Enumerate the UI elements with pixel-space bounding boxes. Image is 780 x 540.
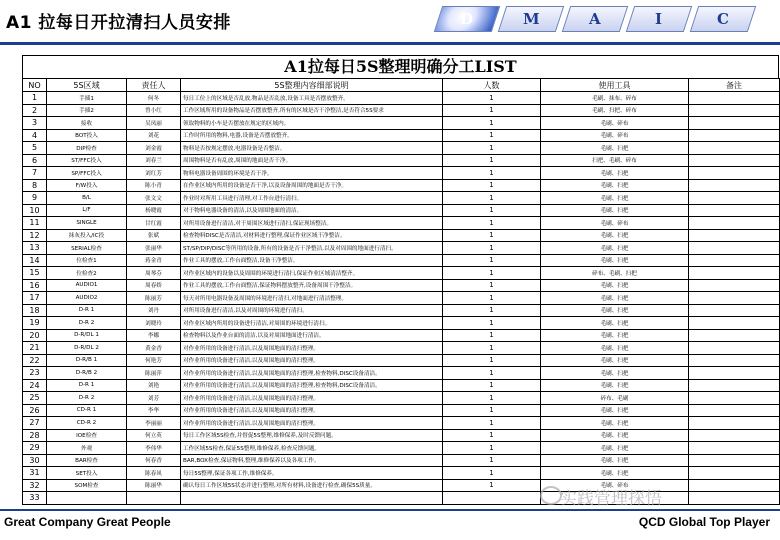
cell-tool: 毛刷、抹布、碎布	[541, 92, 689, 105]
table-row	[23, 342, 780, 355]
cell-area: BAR检查	[47, 454, 127, 467]
cell-count: 1	[443, 429, 541, 442]
cell-tool: 毛刷、扫把	[541, 279, 689, 292]
cell-tool: 毛刷、碎布	[541, 479, 689, 492]
table-row	[23, 129, 780, 142]
table-row	[23, 492, 780, 505]
cell-count: 1	[443, 267, 541, 280]
cell-note	[689, 479, 780, 492]
dmaic-a	[562, 6, 628, 32]
cell-person: 刘芳	[127, 392, 181, 405]
table-row	[23, 217, 780, 230]
cell-tool: 毛刷、扫把	[541, 229, 689, 242]
cell-count: 1	[443, 92, 541, 105]
cell-no: 16	[23, 279, 47, 292]
table-body	[23, 92, 780, 505]
col-header-area: 5S区域	[47, 79, 127, 92]
col-header-person: 责任人	[127, 79, 181, 92]
document-title: A1拉每日5S整理明确分工LIST	[22, 55, 779, 78]
cell-tool: 毛刷、扫把	[541, 342, 689, 355]
cell-count: 1	[443, 142, 541, 155]
cell-note	[689, 242, 780, 255]
dmaic-a-label: A	[589, 10, 601, 28]
cell-no: 11	[23, 217, 47, 230]
cell-count: 1	[443, 417, 541, 430]
cell-count: 1	[443, 329, 541, 342]
cell-desc: 作业工具的摆放,工作台面整洁,设备干净整洁。	[181, 254, 443, 267]
cell-note	[689, 454, 780, 467]
cell-note	[689, 304, 780, 317]
cell-tool: 毛刷、扫把	[541, 304, 689, 317]
cell-desc: 对所用设备进行清洁,以及对周围的环境进行清扫。	[181, 304, 443, 317]
cell-note	[689, 279, 780, 292]
watermark-icon	[540, 486, 562, 505]
cell-no: 14	[23, 254, 47, 267]
cell-tool: 毛刷、扫把	[541, 142, 689, 155]
cell-area: ST/FFC投入	[47, 154, 127, 167]
cell-note	[689, 442, 780, 455]
cell-note	[689, 167, 780, 180]
cell-person: 黄金香	[127, 342, 181, 355]
cell-area: D-R/B 1	[47, 354, 127, 367]
cell-person: 刘春兰	[127, 154, 181, 167]
cell-tool: 毛刷、扫把	[541, 367, 689, 380]
cell-person: 李丽丽	[127, 417, 181, 430]
table-row	[23, 92, 780, 105]
cell-person: 李伟华	[127, 442, 181, 455]
cell-area: BOT投入	[47, 129, 127, 142]
cell-area: 接收	[47, 117, 127, 130]
table-row	[23, 467, 780, 480]
cell-desc: 检查物料DISC是否清洁,对材料进行整理,保证作业区域干净整洁。	[181, 229, 443, 242]
cell-tool: 毛刷、扫把	[541, 167, 689, 180]
cell-count: 1	[443, 292, 541, 305]
cell-area: 手插2	[47, 104, 127, 117]
cell-note	[689, 142, 780, 155]
header	[0, 0, 780, 42]
dmaic-d	[434, 6, 500, 32]
table-row	[23, 229, 780, 242]
cell-desc: 每日工作区域5S检查,并督促5S整理,维修保养,及时反馈问题。	[181, 429, 443, 442]
cell-area: L/F	[47, 204, 127, 217]
cell-count: 1	[443, 279, 541, 292]
cell-desc: 物料是否按规定摆放,电器设备是否整洁。	[181, 142, 443, 155]
cell-tool: 毛刷、碎布	[541, 117, 689, 130]
cell-no: 17	[23, 292, 47, 305]
cell-count: 1	[443, 242, 541, 255]
cell-note	[689, 179, 780, 192]
cell-tool: 毛刷、扫把	[541, 379, 689, 392]
cell-person: 陈丽芳	[127, 292, 181, 305]
cell-desc: 每日工位上的区域是否乱放,物品是否乱放,设备工具是否摆放整齐。	[181, 92, 443, 105]
cell-no: 13	[23, 242, 47, 255]
cell-count: 1	[443, 342, 541, 355]
cell-no: 1	[23, 92, 47, 105]
dmaic-i	[626, 6, 692, 32]
cell-no: 22	[23, 354, 47, 367]
cell-desc: 对作业区域内所用的设备进行清洁,对周围的环境进行清扫。	[181, 317, 443, 330]
cell-note	[689, 104, 780, 117]
cell-count: 1	[443, 479, 541, 492]
cell-person: 陈丽华	[127, 479, 181, 492]
cell-area: D-R 2	[47, 392, 127, 405]
cell-area: B/L	[47, 192, 127, 205]
table-row	[23, 404, 780, 417]
cell-person: 李娜	[127, 329, 181, 342]
table-row	[23, 329, 780, 342]
cell-no: 20	[23, 329, 47, 342]
cell-no: 4	[23, 129, 47, 142]
assignment-table	[22, 78, 780, 505]
cell-count: 1	[443, 454, 541, 467]
cell-no: 26	[23, 404, 47, 417]
cell-no: 8	[23, 179, 47, 192]
table-row	[23, 192, 780, 205]
cell-area: 外观	[47, 442, 127, 455]
dmaic-d-label: D	[460, 10, 474, 28]
cell-area: D-R 1	[47, 379, 127, 392]
table-row	[23, 379, 780, 392]
cell-note	[689, 192, 780, 205]
table-row	[23, 417, 780, 430]
cell-area: F/W投入	[47, 179, 127, 192]
cell-person: 刘金霞	[127, 142, 181, 155]
cell-no: 18	[23, 304, 47, 317]
dmaic-banner	[438, 6, 752, 30]
cell-person: 刘丹	[127, 304, 181, 317]
cell-desc	[181, 492, 443, 505]
dmaic-c-label: C	[717, 10, 729, 28]
cell-desc: 对作业所用的设备进行清洁,以及周围地面的清扫整理,检查物料,DISC设备清洁。	[181, 367, 443, 380]
cell-person: 杨晓霞	[127, 204, 181, 217]
cell-no: 12	[23, 229, 47, 242]
table-row	[23, 204, 780, 217]
cell-person: 刘艳	[127, 379, 181, 392]
cell-area: DIP检查	[47, 142, 127, 155]
cell-desc: 确认每日工作区域5S状态并进行整理,对所有材料,设备进行检查,确保5S质量。	[181, 479, 443, 492]
cell-tool: 碎布、毛刷、扫把	[541, 267, 689, 280]
cell-tool: 毛刷、扫把	[541, 179, 689, 192]
cell-desc: 工作时所用的物料,电器,设备是否摆放整齐。	[181, 129, 443, 142]
cell-tool: 毛刷、扫把	[541, 254, 689, 267]
cell-no: 10	[23, 204, 47, 217]
cell-desc: 对作业所用的设备进行清洁,以及周围地面的清扫整理。	[181, 392, 443, 405]
cell-area: AUDIO1	[47, 279, 127, 292]
cell-count: 1	[443, 154, 541, 167]
cell-desc: 工作区域所用的设备物品是否摆放整齐,所有的区域是否干净整洁,是否符合5S要求	[181, 104, 443, 117]
cell-desc: 对于物料电器设备的清洁,以及周围地面的清洁。	[181, 204, 443, 217]
cell-no: 27	[23, 417, 47, 430]
cell-note	[689, 229, 780, 242]
table-row	[23, 267, 780, 280]
cell-note	[689, 267, 780, 280]
cell-area: AUDIO2	[47, 292, 127, 305]
cell-no: 24	[23, 379, 47, 392]
cell-tool: 毛刷、碎布	[541, 129, 689, 142]
table-row	[23, 242, 780, 255]
cell-tool: 毛刷、扫把	[541, 242, 689, 255]
cell-tool: 毛刷、扫把	[541, 429, 689, 442]
cell-person: 何春香	[127, 454, 181, 467]
cell-person: 蒋金青	[127, 254, 181, 267]
cell-count: 1	[443, 317, 541, 330]
cell-no: 23	[23, 367, 47, 380]
cell-no: 2	[23, 104, 47, 117]
dmaic-m-label: M	[522, 10, 540, 28]
cell-note	[689, 154, 780, 167]
footer-slogan-right: QCD Global Top Player	[638, 515, 770, 529]
cell-person: 陈小青	[127, 179, 181, 192]
cell-tool: 毛刷、扫把	[541, 317, 689, 330]
cell-note	[689, 317, 780, 330]
cell-area: D-R 2	[47, 317, 127, 330]
cell-person: 周春娇	[127, 279, 181, 292]
col-header-no: NO	[23, 79, 47, 92]
cell-note	[689, 292, 780, 305]
dmaic-m	[498, 6, 564, 32]
cell-count: 1	[443, 179, 541, 192]
cell-tool: 毛刷、扫把	[541, 442, 689, 455]
cell-note	[689, 204, 780, 217]
cell-desc: 对作业区域内的设备以及周围的环境进行清扫,保证作业区域清洁整齐。	[181, 267, 443, 280]
cell-area: SERIAL检查	[47, 242, 127, 255]
cell-count: 1	[443, 192, 541, 205]
cell-person	[127, 492, 181, 505]
cell-person: 刘红芳	[127, 167, 181, 180]
page-title: A1 拉每日开拉清扫人员安排	[6, 13, 231, 33]
cell-no: 25	[23, 392, 47, 405]
cell-tool: 碎布、毛刷	[541, 392, 689, 405]
cell-count: 1	[443, 117, 541, 130]
cell-desc: 在作业区域内所用的设备是否干净,以及设备周围的地面是否干净。	[181, 179, 443, 192]
cell-area: SP/FFC投入	[47, 167, 127, 180]
cell-note	[689, 429, 780, 442]
cell-tool: 毛刷、碎布	[541, 217, 689, 230]
cell-person: 曾小红	[127, 104, 181, 117]
cell-count: 1	[443, 367, 541, 380]
cell-person: 陈丽萍	[127, 367, 181, 380]
cell-area: 位检查2	[47, 267, 127, 280]
cell-note	[689, 417, 780, 430]
cell-note	[689, 117, 780, 130]
cell-note	[689, 254, 780, 267]
table-row	[23, 429, 780, 442]
cell-person: 吴凤丽	[127, 117, 181, 130]
cell-desc: 物料电器设备周围的环境是否干净。	[181, 167, 443, 180]
cell-count	[443, 492, 541, 505]
cell-person: 张斌	[127, 229, 181, 242]
dmaic-c	[690, 6, 756, 32]
col-header-note: 备注	[689, 79, 780, 92]
cell-note	[689, 354, 780, 367]
table-row	[23, 154, 780, 167]
table-header-row	[23, 79, 780, 92]
cell-person: 周琴芬	[127, 267, 181, 280]
cell-note	[689, 129, 780, 142]
cell-count: 1	[443, 304, 541, 317]
table-row	[23, 179, 780, 192]
cell-person: 张文文	[127, 192, 181, 205]
table-row	[23, 117, 780, 130]
cell-no: 7	[23, 167, 47, 180]
cell-count: 1	[443, 354, 541, 367]
col-header-tool: 使用工具	[541, 79, 689, 92]
cell-no: 33	[23, 492, 47, 505]
cell-area: D-R 1	[47, 304, 127, 317]
table-row	[23, 167, 780, 180]
cell-desc: BAR,BOX检查,保证物料,整理,维修保养以及各项工作。	[181, 454, 443, 467]
cell-desc: 每日5S整理,保证各项工作,维修保养。	[181, 467, 443, 480]
cell-count: 1	[443, 229, 541, 242]
cell-desc: 检查物料以及作业台面的清洁,以及对周围地面进行清洁。	[181, 329, 443, 342]
cell-tool: 毛刷、扫把	[541, 192, 689, 205]
table-row	[23, 104, 780, 117]
cell-person: 甘红霞	[127, 217, 181, 230]
cell-no: 3	[23, 117, 47, 130]
table-row	[23, 292, 780, 305]
table-container	[22, 55, 779, 505]
cell-desc: 周围物料是否有乱放,周围的地面是否干净。	[181, 154, 443, 167]
cell-person: 张丽华	[127, 242, 181, 255]
cell-desc: 对作业所用的设备进行清洁,以及周围地面的清扫整理,检查物料,DISC设备清洁。	[181, 379, 443, 392]
cell-count: 1	[443, 442, 541, 455]
cell-area: D-R/DL 2	[47, 342, 127, 355]
cell-tool: 扫把、毛刷、碎布	[541, 154, 689, 167]
cell-no: 15	[23, 267, 47, 280]
cell-desc: ST/SP/DIP/DISC等所用的设备,所有的设备是否干净整洁,以及对周围的地面进行清扫。	[181, 242, 443, 255]
cell-count: 1	[443, 254, 541, 267]
table-row	[23, 254, 780, 267]
cell-area: CD-R 2	[47, 417, 127, 430]
cell-person: 李华	[127, 404, 181, 417]
cell-count: 1	[443, 104, 541, 117]
cell-area: 位检查1	[47, 254, 127, 267]
cell-person: 陈春凤	[127, 467, 181, 480]
cell-count: 1	[443, 129, 541, 142]
cell-count: 1	[443, 379, 541, 392]
cell-desc: 工作区域5S检查,保证5S整理,维修保养,检查反馈问题。	[181, 442, 443, 455]
cell-person: 何立英	[127, 429, 181, 442]
table-row	[23, 304, 780, 317]
watermark: 实践管理探悟	[560, 489, 662, 509]
table-row	[23, 442, 780, 455]
cell-desc: 对作业所用的设备进行清洁,以及周围地面的清扫整理。	[181, 354, 443, 367]
table-row	[23, 454, 780, 467]
cell-tool: 毛刷、扫把	[541, 204, 689, 217]
cell-tool: 毛刷、扫把	[541, 404, 689, 417]
header-divider	[0, 42, 780, 45]
cell-no: 28	[23, 429, 47, 442]
table-row	[23, 142, 780, 155]
cell-person: 刘花	[127, 129, 181, 142]
col-header-count: 人数	[443, 79, 541, 92]
table-row	[23, 392, 780, 405]
cell-tool: 毛刷、扫把	[541, 292, 689, 305]
cell-no: 31	[23, 467, 47, 480]
cell-person: 刘晓玲	[127, 317, 181, 330]
cell-person: 何冬	[127, 92, 181, 105]
cell-count: 1	[443, 467, 541, 480]
cell-desc: 对作业所用的设备进行清洁,以及周围地面的清扫整理。	[181, 404, 443, 417]
cell-tool: 毛刷、扫把	[541, 329, 689, 342]
cell-note	[689, 404, 780, 417]
cell-note	[689, 92, 780, 105]
cell-area: D-R/DL 1	[47, 329, 127, 342]
cell-note	[689, 492, 780, 505]
cell-desc: 对作业所用的设备进行清洁,以及周围地面的清扫整理。	[181, 417, 443, 430]
cell-note	[689, 379, 780, 392]
cell-count: 1	[443, 204, 541, 217]
cell-no: 30	[23, 454, 47, 467]
cell-area: CD-R 1	[47, 404, 127, 417]
table-row	[23, 279, 780, 292]
cell-area: SINGLE	[47, 217, 127, 230]
cell-note	[689, 392, 780, 405]
cell-area: 抹灰投入/IC投	[47, 229, 127, 242]
cell-no: 9	[23, 192, 47, 205]
cell-desc: 每天对所用电器设备及周围的环境进行清扫,对地面进行清洁整理。	[181, 292, 443, 305]
cell-area: SOM检查	[47, 479, 127, 492]
cell-area: D-R/B 2	[47, 367, 127, 380]
cell-no: 32	[23, 479, 47, 492]
footer-slogan-left: Great Company Great People	[4, 515, 171, 529]
cell-note	[689, 342, 780, 355]
cell-desc: 作业工具的摆放,工作台面整洁,保证物料摆放整齐,设备周围干净整洁。	[181, 279, 443, 292]
cell-no: 29	[23, 442, 47, 455]
cell-no: 21	[23, 342, 47, 355]
cell-tool: 毛刷、扫把	[541, 417, 689, 430]
cell-no: 19	[23, 317, 47, 330]
cell-area: IOE检查	[47, 429, 127, 442]
cell-desc: 对作业所用的设备进行清洁,以及周围地面的清扫整理。	[181, 342, 443, 355]
cell-desc: 领取物料的小车是否摆放在规定的区域内。	[181, 117, 443, 130]
cell-area: 手插1	[47, 92, 127, 105]
cell-tool: 毛刷、扫把	[541, 467, 689, 480]
cell-note	[689, 467, 780, 480]
table-row	[23, 479, 780, 492]
cell-person: 何艳芳	[127, 354, 181, 367]
cell-note	[689, 217, 780, 230]
cell-count: 1	[443, 392, 541, 405]
cell-count: 1	[443, 404, 541, 417]
footer-divider	[0, 509, 780, 511]
dmaic-i-label: I	[655, 10, 663, 28]
cell-note	[689, 329, 780, 342]
cell-desc: 对所用设备进行清洁,对于周围区域进行清扫,保证现场整洁。	[181, 217, 443, 230]
cell-no: 6	[23, 154, 47, 167]
cell-tool: 毛刷、扫把	[541, 454, 689, 467]
cell-tool: 毛刷、扫把、碎布	[541, 104, 689, 117]
cell-count: 1	[443, 167, 541, 180]
cell-note	[689, 367, 780, 380]
cell-area	[47, 492, 127, 505]
table-row	[23, 317, 780, 330]
table-row	[23, 354, 780, 367]
col-header-desc: 5S整理内容细部说明	[181, 79, 443, 92]
cell-tool: 毛刷、扫把	[541, 354, 689, 367]
cell-count: 1	[443, 217, 541, 230]
table-row	[23, 367, 780, 380]
cell-area: SET投入	[47, 467, 127, 480]
cell-no: 5	[23, 142, 47, 155]
cell-desc: 作业时对所用工具进行清理,对工作台进行清扫。	[181, 192, 443, 205]
